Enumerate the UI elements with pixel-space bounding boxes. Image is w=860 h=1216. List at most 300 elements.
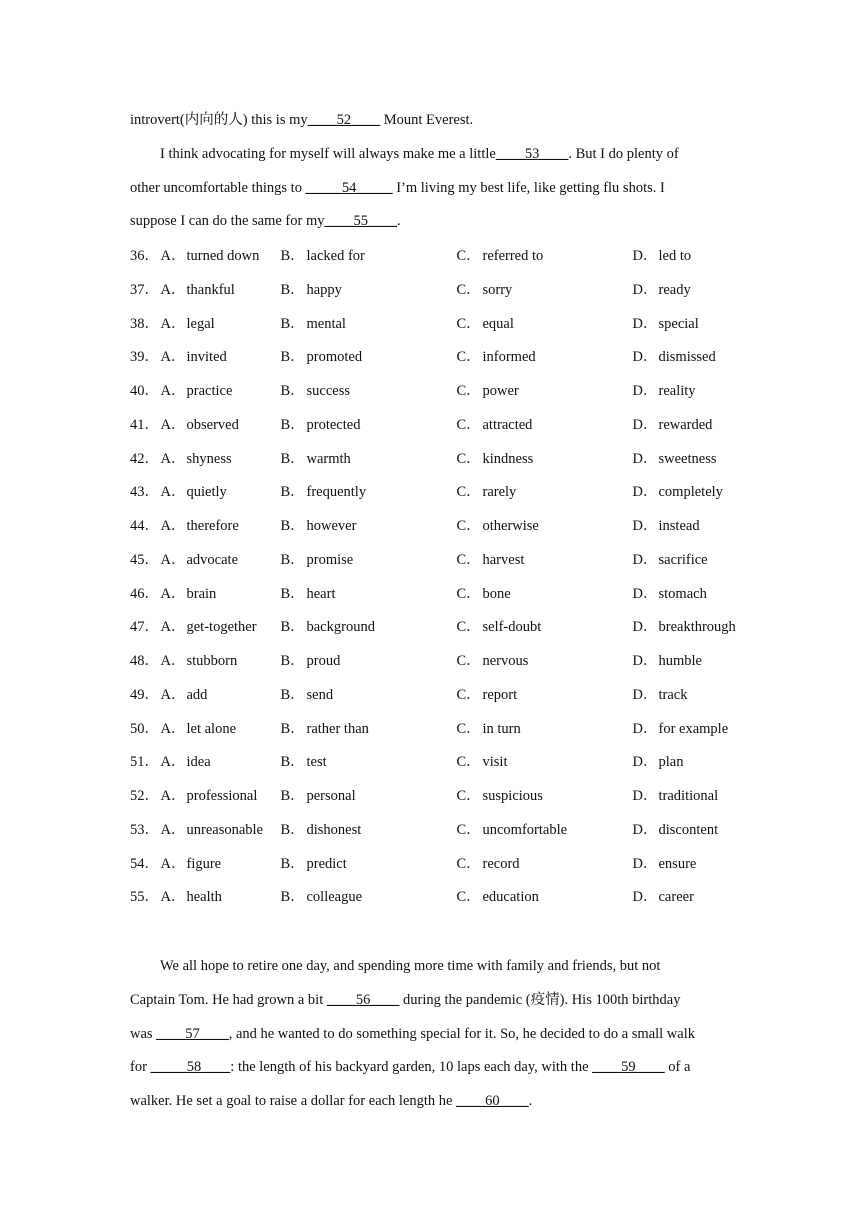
option-text: power <box>482 383 519 399</box>
question-row <box>130 476 730 510</box>
question-number: 42 <box>130 450 145 467</box>
option-d <box>633 679 809 713</box>
option-d <box>633 443 809 477</box>
option-text: colleague <box>306 889 363 906</box>
question-row <box>130 341 730 375</box>
question-dot: ． <box>144 788 159 804</box>
question-row <box>130 814 730 848</box>
option-b <box>281 848 457 882</box>
option-letter: A． <box>160 686 186 703</box>
passage2 <box>130 950 725 1119</box>
option-text: career <box>658 889 694 906</box>
option-d <box>633 746 809 780</box>
option-c <box>457 544 633 578</box>
option-a <box>161 240 281 274</box>
option-text: completely <box>658 484 723 501</box>
question-number: 49 <box>130 686 145 703</box>
option-b <box>281 443 457 477</box>
passage2-line <box>130 1085 725 1119</box>
option-a <box>161 713 281 747</box>
option-text: send <box>306 686 334 703</box>
question-number: 37 <box>130 281 145 298</box>
option-letter: B． <box>280 416 305 433</box>
option-letter: C． <box>456 484 481 501</box>
option-d <box>633 881 809 915</box>
option-text: suspicious <box>482 788 543 804</box>
option-letter: A． <box>160 450 186 467</box>
option-text: turned down <box>186 248 260 264</box>
option-letter: C． <box>456 383 481 399</box>
option-c <box>457 476 633 510</box>
option-b <box>281 713 457 747</box>
question-dot: ． <box>144 686 159 703</box>
option-c <box>457 240 633 274</box>
option-c <box>457 375 633 409</box>
option-a <box>161 645 281 679</box>
option-letter: A． <box>160 383 186 399</box>
option-b <box>281 308 457 342</box>
option-text: success <box>306 383 350 399</box>
option-letter: C． <box>456 248 481 264</box>
option-text: proud <box>306 653 341 669</box>
question-dot: ． <box>144 416 159 433</box>
option-letter: A． <box>160 484 186 501</box>
option-letter: D． <box>632 855 658 872</box>
option-text: let alone <box>186 720 237 737</box>
option-text: for example <box>658 720 729 737</box>
question-row <box>130 611 736 645</box>
option-letter: D． <box>632 551 658 568</box>
passage2-line <box>130 1018 725 1052</box>
option-c <box>457 645 633 679</box>
option-letter: A． <box>160 585 186 602</box>
option-text: test <box>306 754 327 771</box>
option-text: predict <box>306 855 347 872</box>
option-a <box>161 814 281 848</box>
option-text: instead <box>658 518 700 534</box>
option-letter: B． <box>280 788 305 804</box>
question-row <box>130 510 730 544</box>
option-letter: B． <box>280 484 305 501</box>
option-letter: B． <box>280 754 305 771</box>
option-letter: B． <box>280 855 305 872</box>
option-text: in turn <box>482 720 521 737</box>
option-text: bone <box>482 585 511 602</box>
option-letter: C． <box>456 754 481 771</box>
option-a <box>161 341 281 375</box>
option-letter: B． <box>280 450 305 467</box>
option-text: otherwise <box>482 518 539 534</box>
option-b <box>281 375 457 409</box>
option-c <box>457 713 633 747</box>
option-text: stubborn <box>186 653 238 669</box>
option-d <box>633 645 809 679</box>
option-letter: A． <box>160 315 186 332</box>
question-number: 48 <box>130 653 145 669</box>
question-number: 46 <box>130 585 145 602</box>
option-letter: C． <box>456 416 481 433</box>
text: during the pandemic (疫情). His 100th birthday <box>399 991 681 1008</box>
blank-55: ____55____ <box>324 213 397 230</box>
passage1 <box>130 104 725 239</box>
option-letter: D． <box>632 450 658 467</box>
question-number: 39 <box>130 349 145 366</box>
option-a <box>161 881 281 915</box>
option-c <box>457 746 633 780</box>
option-text: record <box>482 855 520 872</box>
question-number: 44 <box>130 518 145 534</box>
text: was <box>130 1025 157 1042</box>
option-c <box>457 443 633 477</box>
blank-60: ____60____ <box>456 1093 529 1110</box>
option-text: attracted <box>482 416 533 433</box>
option-text: shyness <box>186 450 232 467</box>
option-c <box>457 679 633 713</box>
option-letter: D． <box>632 248 658 264</box>
blank-52: ____52____ <box>307 112 381 128</box>
question-row <box>130 308 730 342</box>
option-text: idea <box>186 754 211 771</box>
option-text: lacked for <box>306 248 365 264</box>
option-b <box>281 476 457 510</box>
option-c <box>457 308 633 342</box>
option-letter: D． <box>632 281 658 298</box>
option-letter: B． <box>280 619 305 636</box>
text: other uncomfortable things to <box>130 179 306 196</box>
option-c <box>457 274 633 308</box>
option-a <box>161 476 281 510</box>
question-number: 55 <box>130 889 145 906</box>
question-dot: ． <box>144 585 159 602</box>
question-dot: ． <box>144 889 159 906</box>
option-d <box>633 611 809 645</box>
option-letter: D． <box>632 720 658 737</box>
option-c <box>457 780 633 814</box>
question-row <box>130 375 730 409</box>
option-text: reality <box>658 383 696 399</box>
text: of a <box>664 1059 691 1076</box>
question-row <box>130 679 730 713</box>
question-dot: ． <box>144 754 159 771</box>
option-text: heart <box>306 585 336 602</box>
option-text: advocate <box>186 551 239 568</box>
text: . <box>397 213 401 230</box>
option-c <box>457 578 633 612</box>
option-text: sweetness <box>658 450 717 467</box>
option-d <box>633 308 809 342</box>
option-d <box>633 780 809 814</box>
option-text: ready <box>658 281 691 298</box>
option-letter: A． <box>160 551 186 568</box>
text: We all hope to retire one day, and spending more time with family and friends, but not <box>160 958 661 974</box>
option-text: warmth <box>306 450 351 467</box>
option-c <box>457 611 633 645</box>
option-text: rarely <box>482 484 517 501</box>
option-c <box>457 814 633 848</box>
option-letter: D． <box>632 619 658 636</box>
question-number: 41 <box>130 416 145 433</box>
blank-53: ____53____ <box>495 145 569 162</box>
question-number: 51 <box>130 754 145 771</box>
option-text: equal <box>482 315 514 332</box>
option-letter: B． <box>280 315 305 332</box>
question-dot: ． <box>144 484 159 501</box>
option-text: get-together <box>186 619 257 636</box>
option-b <box>281 814 457 848</box>
option-d <box>633 510 809 544</box>
text: , and he wanted to do something special for it. So, he decided to do a small walk <box>228 1025 695 1042</box>
option-letter: C． <box>456 619 481 636</box>
option-letter: D． <box>632 315 658 332</box>
option-c <box>457 510 633 544</box>
option-text: invited <box>186 349 227 366</box>
option-letter: A． <box>160 720 186 737</box>
option-letter: D． <box>632 383 658 399</box>
option-text: frequently <box>306 484 367 501</box>
option-d <box>633 848 809 882</box>
option-letter: A． <box>160 653 186 669</box>
option-text: track <box>658 686 688 703</box>
text: walker. He set a goal to raise a dollar for each length he <box>130 1093 457 1110</box>
text: . <box>528 1093 533 1110</box>
option-text: rather than <box>306 720 369 737</box>
option-letter: A． <box>160 619 186 636</box>
option-a <box>161 848 281 882</box>
question-number: 45 <box>130 551 145 568</box>
question-dot: ． <box>144 551 159 568</box>
text: introvert(内向的人) this is my <box>130 112 308 128</box>
option-letter: C． <box>456 349 481 366</box>
option-letter: B． <box>280 383 305 399</box>
question-row <box>130 240 730 274</box>
option-text: uncomfortable <box>482 821 568 838</box>
option-text: figure <box>186 855 222 872</box>
option-text: report <box>482 686 518 703</box>
option-letter: A． <box>160 788 186 804</box>
option-letter: D． <box>632 518 658 534</box>
text: Captain Tom. He had grown a bit <box>130 991 327 1008</box>
option-letter: C． <box>456 585 481 602</box>
option-letter: A． <box>160 281 186 298</box>
question-row <box>130 746 730 780</box>
option-letter: B． <box>280 585 305 602</box>
option-d <box>633 814 809 848</box>
text: suppose I can do the same for my <box>130 213 325 230</box>
option-b <box>281 881 457 915</box>
option-text: stomach <box>658 585 707 602</box>
option-letter: C． <box>456 551 481 568</box>
option-text: discontent <box>658 821 719 838</box>
option-text: breakthrough <box>658 619 736 636</box>
option-text: happy <box>306 281 342 298</box>
option-letter: B． <box>280 248 305 264</box>
option-text: promise <box>306 551 354 568</box>
option-a <box>161 611 281 645</box>
option-text: promoted <box>306 349 363 366</box>
passage2-line <box>130 950 725 984</box>
option-letter: A． <box>160 349 186 366</box>
option-b <box>281 780 457 814</box>
option-d <box>633 341 809 375</box>
option-d <box>633 578 809 612</box>
option-letter: C． <box>456 720 481 737</box>
option-letter: D． <box>632 889 658 906</box>
option-text: practice <box>186 383 233 399</box>
question-dot: ． <box>144 821 159 838</box>
option-a <box>161 443 281 477</box>
option-letter: D． <box>632 788 658 804</box>
option-text: visit <box>482 754 508 771</box>
option-letter: C． <box>456 518 481 534</box>
option-b <box>281 409 457 443</box>
option-letter: B． <box>280 551 305 568</box>
question-number: 50 <box>130 720 145 737</box>
option-letter: D． <box>632 484 658 501</box>
option-letter: A． <box>160 416 186 433</box>
option-a <box>161 375 281 409</box>
option-text: harvest <box>482 551 525 568</box>
option-letter: D． <box>632 653 658 669</box>
option-text: legal <box>186 315 215 332</box>
option-text: health <box>186 889 222 906</box>
option-d <box>633 476 809 510</box>
option-letter: B． <box>280 686 305 703</box>
option-text: however <box>306 518 357 534</box>
option-b <box>281 611 457 645</box>
option-text: kindness <box>482 450 534 467</box>
option-text: ensure <box>658 855 697 872</box>
option-d <box>633 274 809 308</box>
option-b <box>281 578 457 612</box>
question-row <box>130 645 730 679</box>
option-text: brain <box>186 585 217 602</box>
option-d <box>633 544 809 578</box>
question-dot: ． <box>144 248 159 264</box>
option-a <box>161 780 281 814</box>
passage1-line <box>130 104 725 138</box>
blank-57: ____57____ <box>156 1025 229 1042</box>
text: I’m living my best life, like getting flu shots. I <box>392 179 665 196</box>
question-number: 40 <box>130 383 145 399</box>
option-b <box>281 746 457 780</box>
option-text: therefore <box>186 518 239 534</box>
question-dot: ． <box>144 383 159 399</box>
option-text: nervous <box>482 653 529 669</box>
option-b <box>281 645 457 679</box>
question-row <box>130 544 730 578</box>
option-letter: D． <box>632 686 658 703</box>
option-letter: A． <box>160 855 186 872</box>
option-letter: D． <box>632 349 658 366</box>
question-dot: ． <box>144 855 159 872</box>
question-row <box>130 578 730 612</box>
option-letter: C． <box>456 855 481 872</box>
question-number: 53 <box>130 821 145 838</box>
option-text: mental <box>306 315 346 332</box>
option-a <box>161 274 281 308</box>
option-letter: D． <box>632 585 658 602</box>
option-text: informed <box>482 349 536 366</box>
question-row <box>130 881 730 915</box>
option-a <box>161 510 281 544</box>
question-dot: ． <box>144 281 159 298</box>
option-d <box>633 409 809 443</box>
option-text: rewarded <box>658 416 713 433</box>
question-row <box>130 780 730 814</box>
option-text: plan <box>658 754 684 771</box>
option-a <box>161 308 281 342</box>
question-dot: ． <box>144 720 159 737</box>
option-letter: D． <box>632 416 658 433</box>
option-text: sorry <box>482 281 513 298</box>
option-c <box>457 848 633 882</box>
option-text: professional <box>186 788 258 804</box>
option-letter: D． <box>632 821 658 838</box>
option-d <box>633 375 809 409</box>
passage1-line <box>130 138 725 172</box>
question-row <box>130 274 730 308</box>
text: for <box>130 1059 151 1076</box>
option-b <box>281 274 457 308</box>
option-letter: B． <box>280 518 305 534</box>
option-text: observed <box>186 416 239 433</box>
option-text: led to <box>658 248 692 264</box>
question-dot: ． <box>144 518 159 534</box>
question-number: 54 <box>130 855 145 872</box>
question-dot: ． <box>144 349 159 366</box>
option-letter: C． <box>456 315 481 332</box>
passage2-line <box>130 1051 725 1085</box>
blank-58: _____58____ <box>150 1059 231 1076</box>
option-text: quietly <box>186 484 227 501</box>
passage2-line <box>130 984 725 1018</box>
question-row <box>130 443 730 477</box>
option-letter: C． <box>456 889 481 906</box>
text: . But I do plenty of <box>568 145 679 162</box>
option-a <box>161 578 281 612</box>
option-letter: C． <box>456 653 481 669</box>
option-letter: B． <box>280 653 305 669</box>
question-row <box>130 409 730 443</box>
option-c <box>457 409 633 443</box>
question-list <box>130 240 736 915</box>
question-number: 52 <box>130 788 145 804</box>
option-c <box>457 881 633 915</box>
option-a <box>161 679 281 713</box>
option-letter: C． <box>456 281 481 298</box>
option-text: dismissed <box>658 349 716 366</box>
question-number: 47 <box>130 619 145 636</box>
blank-56: ____56____ <box>326 991 400 1008</box>
option-letter: D． <box>632 754 658 771</box>
option-text: education <box>482 889 539 906</box>
option-b <box>281 510 457 544</box>
option-text: personal <box>306 788 356 804</box>
passage1-line <box>130 205 725 239</box>
option-text: unreasonable <box>186 821 263 838</box>
question-number: 36 <box>130 248 145 264</box>
option-text: traditional <box>658 788 719 804</box>
question-dot: ． <box>144 653 159 669</box>
option-d <box>633 713 809 747</box>
option-text: background <box>306 619 375 636</box>
option-d <box>633 240 809 274</box>
option-text: referred to <box>482 248 544 264</box>
option-text: protected <box>306 416 361 433</box>
option-text: humble <box>658 653 702 669</box>
option-text: thankful <box>186 281 235 298</box>
question-dot: ． <box>144 315 159 332</box>
